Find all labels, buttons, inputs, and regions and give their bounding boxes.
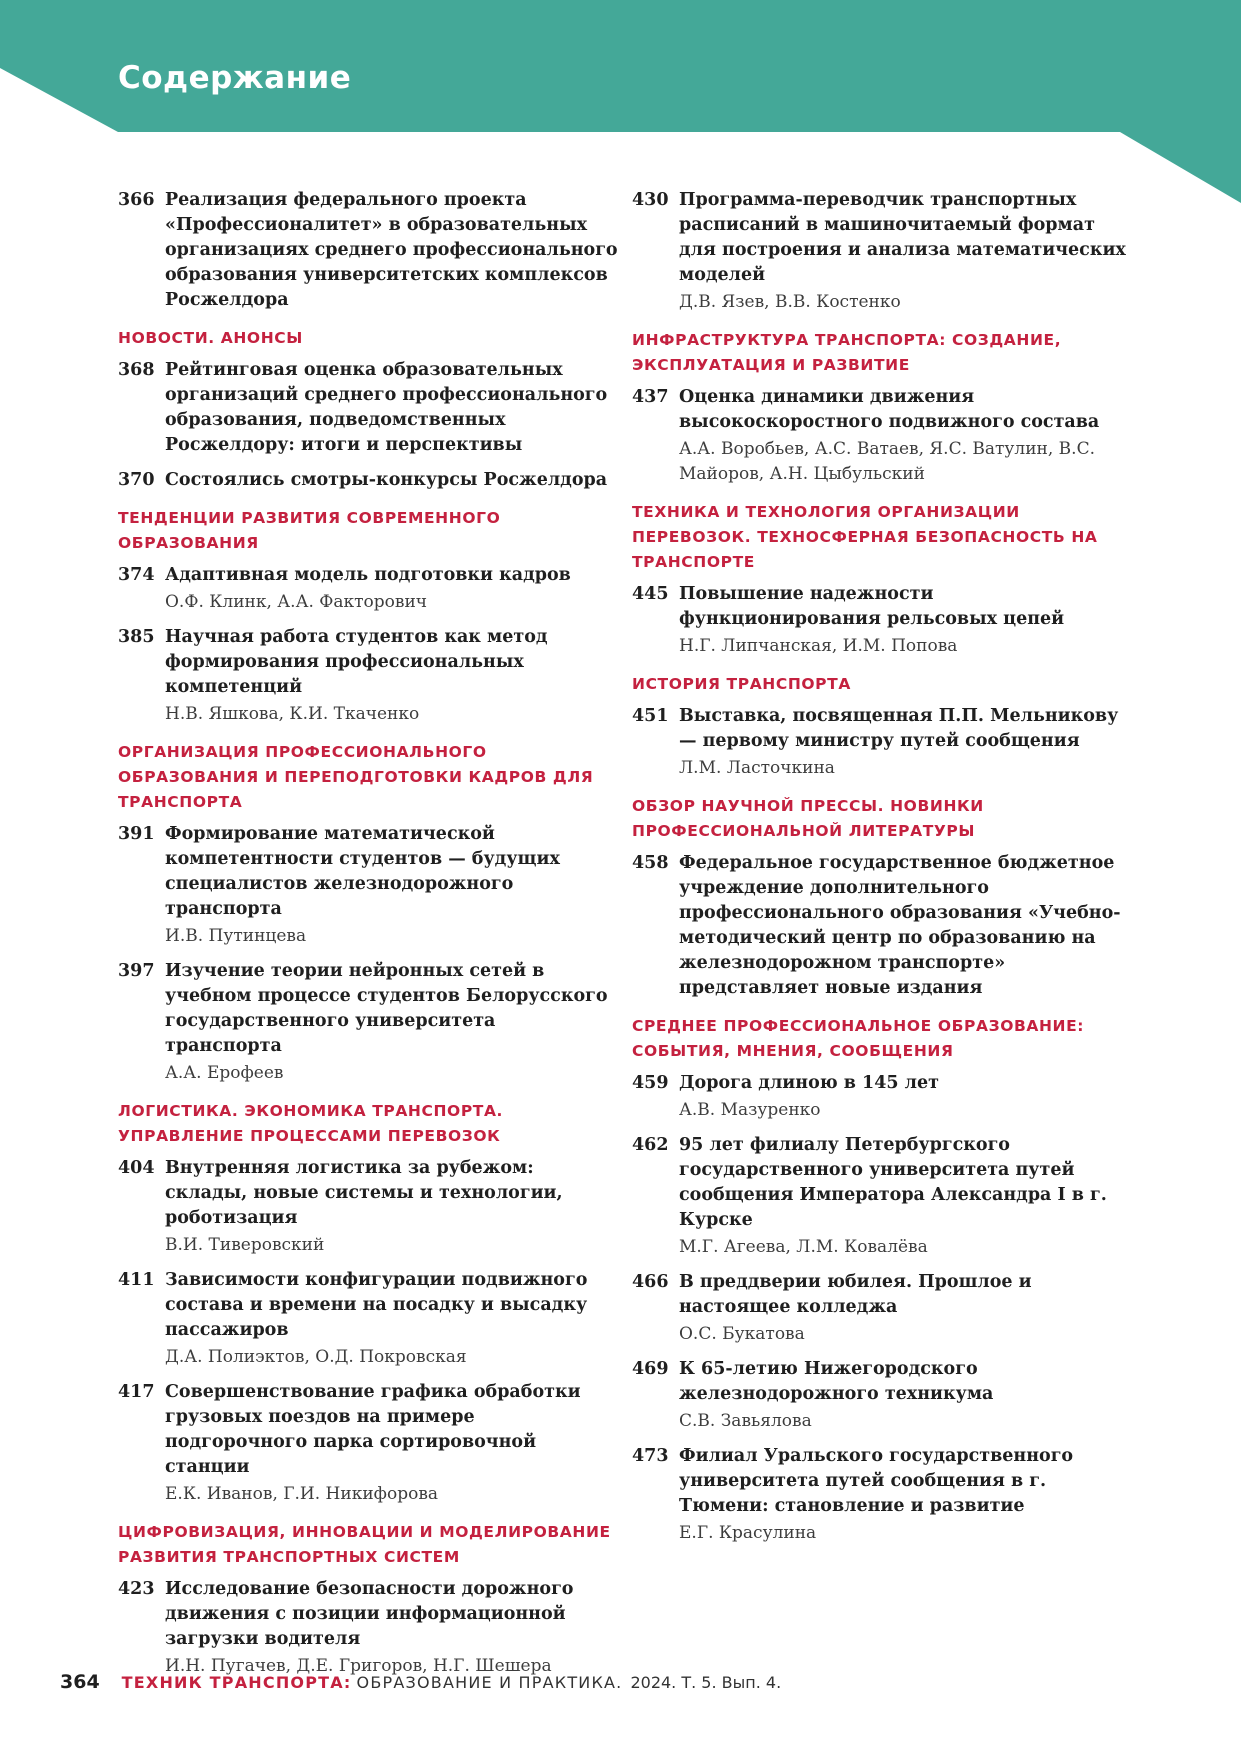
article-authors: Н.В. Яшкова, К.И. Ткаченко xyxy=(165,704,420,724)
page-ref: 417 xyxy=(118,1382,155,1402)
article-title: Формирование математической компетентности студентов — будущих специалистов железнодорожного транспорта xyxy=(165,824,560,919)
article-title: Состоялись смотры-конкурсы Росжелдора xyxy=(165,470,608,490)
toc-entry xyxy=(118,822,618,949)
article-authors: И.Н. Пугачев, Д.Е. Григоров, Н.Г. Шешера xyxy=(165,1656,552,1676)
entry-body xyxy=(165,1156,618,1258)
article-title: Рейтинговая оценка образовательных организаций среднего профессионального образования, подведомственных Росжелдору: итоги и перспективы xyxy=(165,360,608,455)
header-banner xyxy=(0,0,1241,210)
page-ref: 469 xyxy=(632,1359,669,1379)
article-title: Дорога длиною в 145 лет xyxy=(679,1073,939,1093)
article-authors: С.В. Завьялова xyxy=(679,1411,812,1431)
page-ref: 423 xyxy=(118,1579,155,1599)
page-ref: 404 xyxy=(118,1158,155,1178)
article-title: Совершенствование графика обработки грузовых поездов на примере подгорочного парка сортировочной станции xyxy=(165,1382,581,1477)
toc-entry xyxy=(632,1357,1132,1434)
article-authors: Д.В. Язев, В.В. Костенко xyxy=(679,292,901,312)
toc-entry xyxy=(118,468,618,493)
entry-body xyxy=(679,1270,1132,1347)
article-authors: М.Г. Агеева, Л.М. Ковалёва xyxy=(679,1237,928,1257)
article-title: Выставка, посвященная П.П. Мельникову — первому министру путей сообщения xyxy=(679,706,1119,751)
toc-entry xyxy=(118,1380,618,1507)
page-footer xyxy=(60,1671,781,1693)
page-ref: 366 xyxy=(118,190,155,210)
article-title: К 65-летию Нижегородского железнодорожного техникума xyxy=(679,1359,994,1404)
entry-body xyxy=(165,468,618,493)
section-heading: ОРГАНИЗАЦИЯ ПРОФЕССИОНАЛЬНОГО ОБРАЗОВАНИЯ И ПЕРЕПОДГОТОВКИ КАДРОВ ДЛЯ ТРАНСПОРТА xyxy=(118,743,594,811)
entry-body xyxy=(165,188,618,313)
page-ref: 451 xyxy=(632,706,669,726)
entry-body xyxy=(165,563,618,615)
article-title: Реализация федерального проекта «Профессионалитет» в образовательных организациях среднего профессионального образования университетских комплексов Росжелдора xyxy=(165,190,618,310)
page-ref: 385 xyxy=(118,627,155,647)
section-heading: ИСТОРИЯ ТРАНСПОРТА xyxy=(632,675,851,693)
journal-subtitle: ОБРАЗОВАНИЕ И ПРАКТИКА. xyxy=(356,1673,623,1692)
page-ref: 430 xyxy=(632,190,669,210)
article-authors: Н.Г. Липчанская, И.М. Попова xyxy=(679,636,958,656)
article-title: Федеральное государственное бюджетное учреждение дополнительного профессионального образования «Учебно-методический центр по образованию на железнодорожном транспорте» представляет новые издания xyxy=(679,853,1121,998)
entry-body xyxy=(165,625,618,727)
journal-name: ТЕХНИК ТРАНСПОРТА: xyxy=(121,1673,352,1692)
article-title: Зависимости конфигурации подвижного состава и времени на посадку и высадку пассажиров xyxy=(165,1270,588,1340)
toc-entry xyxy=(632,1444,1132,1546)
article-title: Повышение надежности функционирования рельсовых цепей xyxy=(679,584,1065,629)
toc-entry xyxy=(118,188,618,313)
page-ref: 411 xyxy=(118,1270,155,1290)
entry-body xyxy=(679,1071,1132,1123)
article-title: 95 лет филиалу Петербургского государственного университета путей сообщения Императора Александра I в г. Курске xyxy=(679,1135,1107,1230)
article-authors: В.И. Тиверовский xyxy=(165,1235,325,1255)
toc-entry xyxy=(118,625,618,727)
article-title: Научная работа студентов как метод формирования профессиональных компетенций xyxy=(165,627,548,697)
entry-body xyxy=(679,851,1132,1001)
toc-entry xyxy=(118,1156,618,1258)
article-authors: А.А. Воробьев, А.С. Ватаев, Я.С. Ватулин, В.С. Майоров, А.Н. Цыбульский xyxy=(679,439,1095,484)
page-ref: 370 xyxy=(118,470,155,490)
article-title: Внутренняя логистика за рубежом: склады, новые системы и технологии, роботизация xyxy=(165,1158,563,1228)
article-authors: Л.М. Ласточкина xyxy=(679,758,835,778)
entry-body xyxy=(165,1577,618,1679)
article-title: Изучение теории нейронных сетей в учебном процессе студентов Белорусского государственного университета транспорта xyxy=(165,961,608,1056)
toc-entry xyxy=(632,851,1132,1001)
entry-body xyxy=(165,1268,618,1370)
entry-body xyxy=(679,1133,1132,1260)
banner-shape xyxy=(0,0,1241,203)
toc-entry xyxy=(118,563,618,615)
entry-body xyxy=(165,358,618,458)
toc-right-column xyxy=(632,188,1132,1556)
entry-body xyxy=(165,1380,618,1507)
toc-entry xyxy=(632,385,1132,487)
article-authors: О.Ф. Клинк, А.А. Факторович xyxy=(165,592,428,612)
page-ref: 397 xyxy=(118,961,155,981)
entry-body xyxy=(679,385,1132,487)
page-ref: 368 xyxy=(118,360,155,380)
page-ref: 473 xyxy=(632,1446,669,1466)
page-ref: 466 xyxy=(632,1272,669,1292)
entry-body xyxy=(679,704,1132,781)
section-heading: СРЕДНЕЕ ПРОФЕССИОНАЛЬНОЕ ОБРАЗОВАНИЕ: СОБЫТИЯ, МНЕНИЯ, СООБЩЕНИЯ xyxy=(632,1017,1085,1060)
toc-entry xyxy=(632,188,1132,315)
entry-body xyxy=(679,1444,1132,1546)
page-ref: 462 xyxy=(632,1135,669,1155)
toc-entry xyxy=(118,959,618,1086)
section-heading: ЛОГИСТИКА. ЭКОНОМИКА ТРАНСПОРТА. УПРАВЛЕНИЕ ПРОЦЕССАМИ ПЕРЕВОЗОК xyxy=(118,1102,504,1145)
page-ref: 445 xyxy=(632,584,669,604)
page-ref: 374 xyxy=(118,565,155,585)
article-authors: Е.К. Иванов, Г.И. Никифорова xyxy=(165,1484,439,1504)
page-ref: 458 xyxy=(632,853,669,873)
toc-entry xyxy=(118,358,618,458)
page-ref: 437 xyxy=(632,387,669,407)
toc-entry xyxy=(632,1270,1132,1347)
page-ref: 459 xyxy=(632,1073,669,1093)
article-authors: О.С. Букатова xyxy=(679,1324,805,1344)
article-authors: А.А. Ерофеев xyxy=(165,1063,284,1083)
article-title: Программа-переводчик транспортных расписаний в машиночитаемый формат для построения и анализа математических моделей xyxy=(679,190,1126,285)
article-title: Исследование безопасности дорожного движения с позиции информационной загрузки водителя xyxy=(165,1579,574,1649)
section-heading: НОВОСТИ. АНОНСЫ xyxy=(118,329,303,347)
section-heading: ТЕХНИКА И ТЕХНОЛОГИЯ ОРГАНИЗАЦИИ ПЕРЕВОЗОК. ТЕХНОСФЕРНАЯ БЕЗОПАСНОСТЬ НА ТРАНСПОРТЕ xyxy=(632,503,1098,571)
toc-entry xyxy=(118,1268,618,1370)
article-title: Адаптивная модель подготовки кадров xyxy=(165,565,571,585)
toc-entry xyxy=(632,1071,1132,1123)
entry-body xyxy=(679,582,1132,659)
entry-body xyxy=(679,188,1132,315)
entry-body xyxy=(165,959,618,1086)
section-heading: ИНФРАСТРУКТУРА ТРАНСПОРТА: СОЗДАНИЕ, ЭКСПЛУАТАЦИЯ И РАЗВИТИЕ xyxy=(632,331,1062,374)
toc-entry xyxy=(118,1577,618,1679)
article-authors: И.В. Путинцева xyxy=(165,926,307,946)
section-heading: ОБЗОР НАУЧНОЙ ПРЕССЫ. НОВИНКИ ПРОФЕССИОНАЛЬНОЙ ЛИТЕРАТУРЫ xyxy=(632,797,984,840)
page-title: Содержание xyxy=(118,60,352,96)
section-heading: ЦИФРОВИЗАЦИЯ, ИННОВАЦИИ И МОДЕЛИРОВАНИЕ РАЗВИТИЯ ТРАНСПОРТНЫХ СИСТЕМ xyxy=(118,1523,611,1566)
page-number: 364 xyxy=(60,1671,100,1693)
entry-body xyxy=(679,1357,1132,1434)
section-heading: ТЕНДЕНЦИИ РАЗВИТИЯ СОВРЕМЕННОГО ОБРАЗОВАНИЯ xyxy=(118,509,501,552)
toc-left-column xyxy=(118,188,618,1689)
entry-body xyxy=(165,822,618,949)
toc-entry xyxy=(632,582,1132,659)
article-title: В преддверии юбилея. Прошлое и настоящее колледжа xyxy=(679,1272,1032,1317)
page-ref: 391 xyxy=(118,824,155,844)
article-title: Оценка динамики движения высокоскоростного подвижного состава xyxy=(679,387,1100,432)
article-authors: Д.А. Полиэктов, О.Д. Покровская xyxy=(165,1347,467,1367)
article-title: Филиал Уральского государственного университета путей сообщения в г. Тюмени: становление и развитие xyxy=(679,1446,1074,1516)
journal-issue: 2024. Т. 5. Вып. 4. xyxy=(630,1673,782,1692)
article-authors: Е.Г. Красулина xyxy=(679,1523,817,1543)
article-authors: А.В. Мазуренко xyxy=(679,1100,821,1120)
toc-entry xyxy=(632,1133,1132,1260)
toc-entry xyxy=(632,704,1132,781)
